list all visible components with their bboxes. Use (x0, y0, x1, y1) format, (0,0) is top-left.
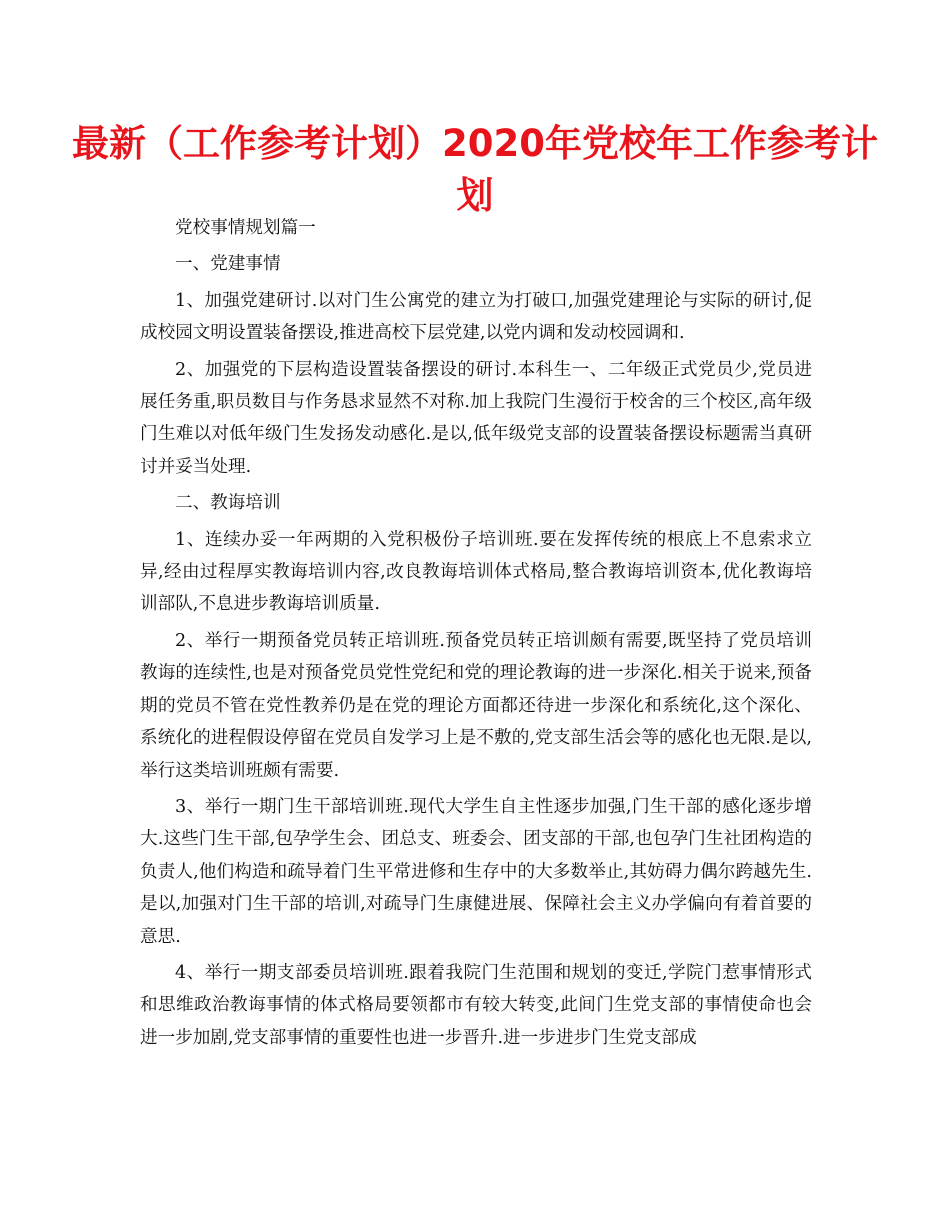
paragraph-plan-heading: 党校事情规划篇一 (175, 218, 316, 238)
section-heading-training: 二、教诲培训 (175, 493, 281, 514)
paragraph: 2、加强党的下层构造设置装备摆设的研讨.本科生一、二年级正式党员少,党员进展任务重,职员数目与作务恳求显然不对称.加上我院门生漫衍于校舍的三个校区,高年级门生难以对低年级门生发扬发动感化.是以,低年级党支部的设置装备摆设标题需当真研讨并妥当处理. (140, 359, 812, 477)
paragraph: 3、举行一期门生干部培训班.现代大学生自主性逐步加强,门生干部的感化逐步增大.这些门生干部,包孕学生会、团总支、班委会、团支部的干部,也包孕门生社团构造的负责人,他们构造和疏导着门生平常进修和生存中的大多数举止,其妨碍力偶尔跨越先生.是以,加强对门生干部的培训,对疏导门生康健进展、保障社会主义办学偏向有着首要的意思. (140, 796, 812, 947)
paragraph: 2、举行一期预备党员转正培训班.预备党员转正培训颇有需要,既坚持了党员培训教诲的连续性,也是对预备党员党性党纪和党的理论教诲的进一步深化.相关于说来,预备期的党员不管在党性教养仍是在党的理论方面都还待进一步深化和系统化,这个深化、系统化的进程假设停留在党员自发学习上是不敷的,党支部生活会等的感化也无限.是以,举行这类培训班颇有需要. (140, 630, 812, 781)
paragraph: 1、连续办妥一年两期的入党积极份子培训班.要在发挥传统的根底上不息索求立异,经由过程厚实教诲培训内容,改良教诲培训体式格局,整合教诲培训资本,优化教诲培训部队,不息进步教诲培训质量. (140, 529, 812, 615)
section-heading-party-building: 一、党建事情 (175, 254, 281, 275)
document-body (140, 212, 812, 1054)
paragraph: 1、加强党建研讨.以对门生公寓党的建立为打破口,加强党建理论与实际的研讨,促成校园文明设置装备摆设,推进高校下层党建,以党内调和发动校园调和. (140, 290, 812, 344)
document-title: 最新（工作参考计划）2020年党校年工作参考计划 (72, 122, 878, 217)
paragraph: 4、举行一期支部委员培训班.跟着我院门生范围和规划的变迁,学院门惹事情形式和思维政治教诲事情的体式格局要领都市有较大转变,此间门生党支部的事情使命也会进一步加剧,党支部事情的重要性也进一步晋升.进一步进步门生党支部成 (140, 962, 812, 1048)
